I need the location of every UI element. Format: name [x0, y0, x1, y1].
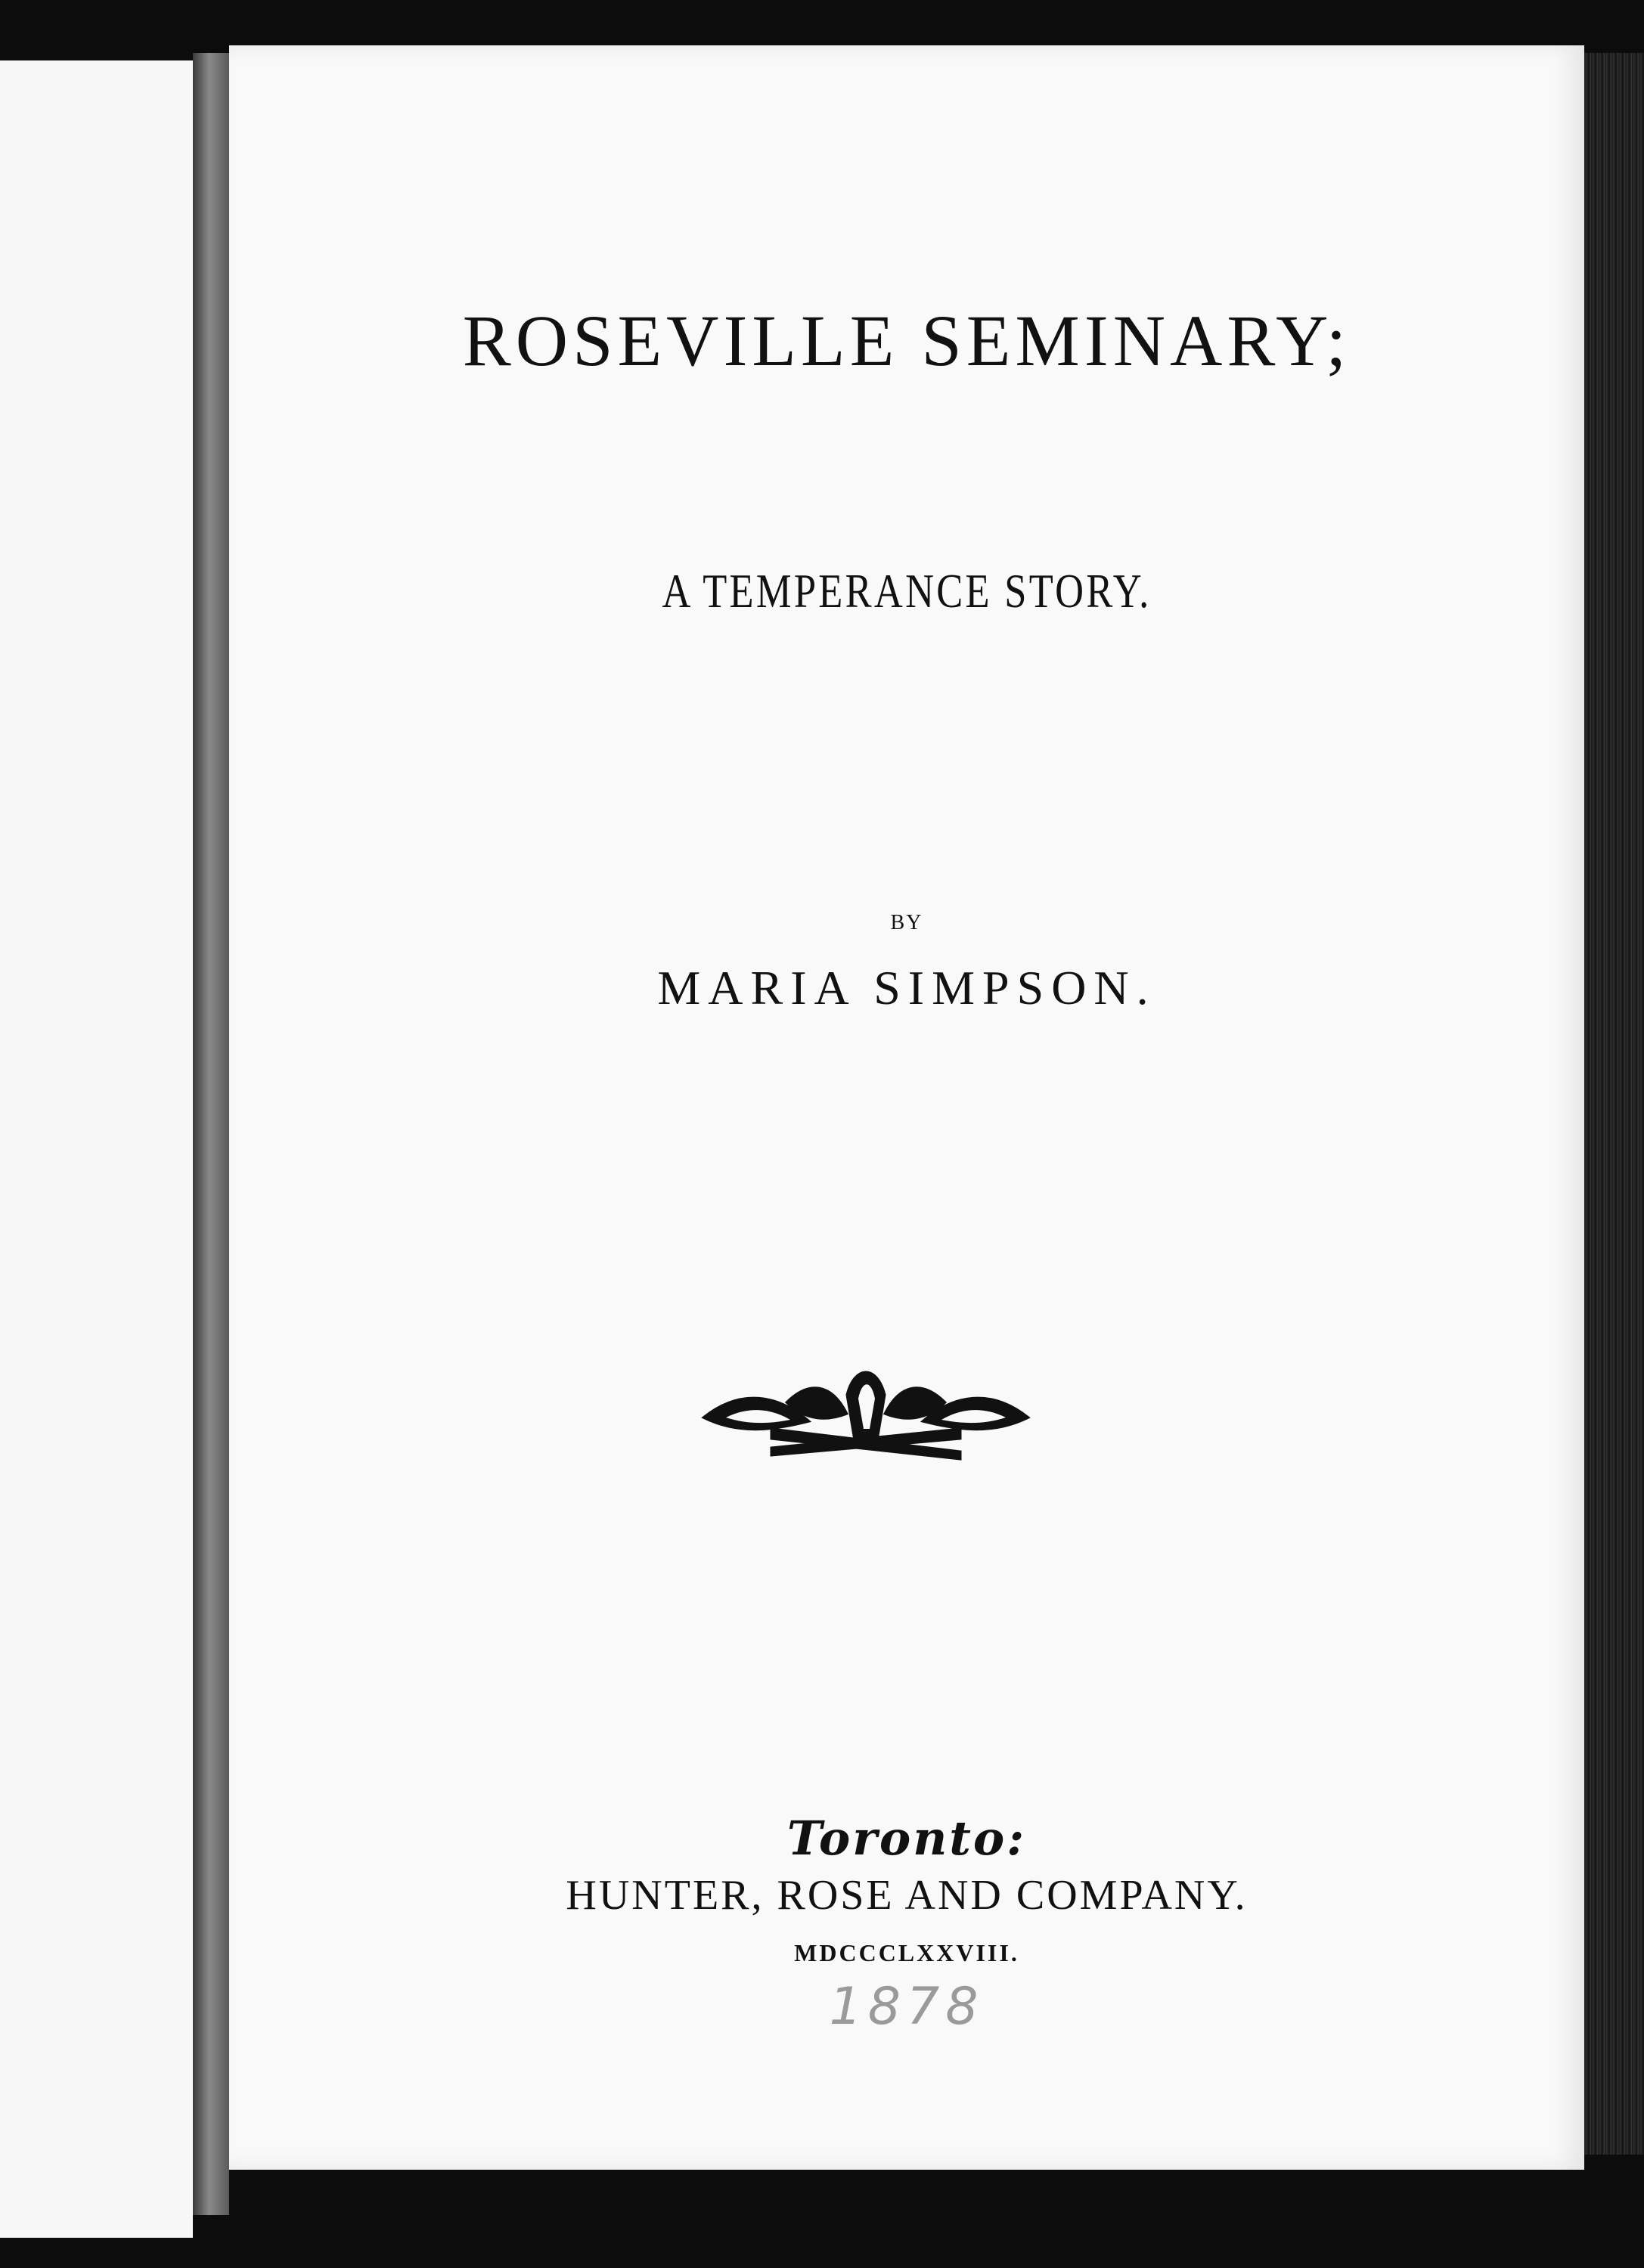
- book-title: ROSEVILLE SEMINARY;: [462, 300, 1351, 381]
- floral-ornament-icon: [696, 1357, 1036, 1470]
- by-line: BY: [890, 911, 923, 934]
- facing-page: [0, 60, 193, 2238]
- page-edges: [1584, 53, 1644, 2155]
- book-subtitle: A TEMPERANCE STORY.: [662, 564, 1152, 618]
- publication-city: Toronto:: [786, 1811, 1027, 1866]
- handwritten-year-note: 1878: [829, 1977, 985, 2037]
- author-name: MARIA SIMPSON.: [657, 961, 1156, 1015]
- publisher-name: HUNTER, ROSE AND COMPANY.: [566, 1872, 1248, 1919]
- publication-year: MDCCCLXXVIII.: [794, 1939, 1019, 1966]
- book-gutter: [193, 53, 229, 2215]
